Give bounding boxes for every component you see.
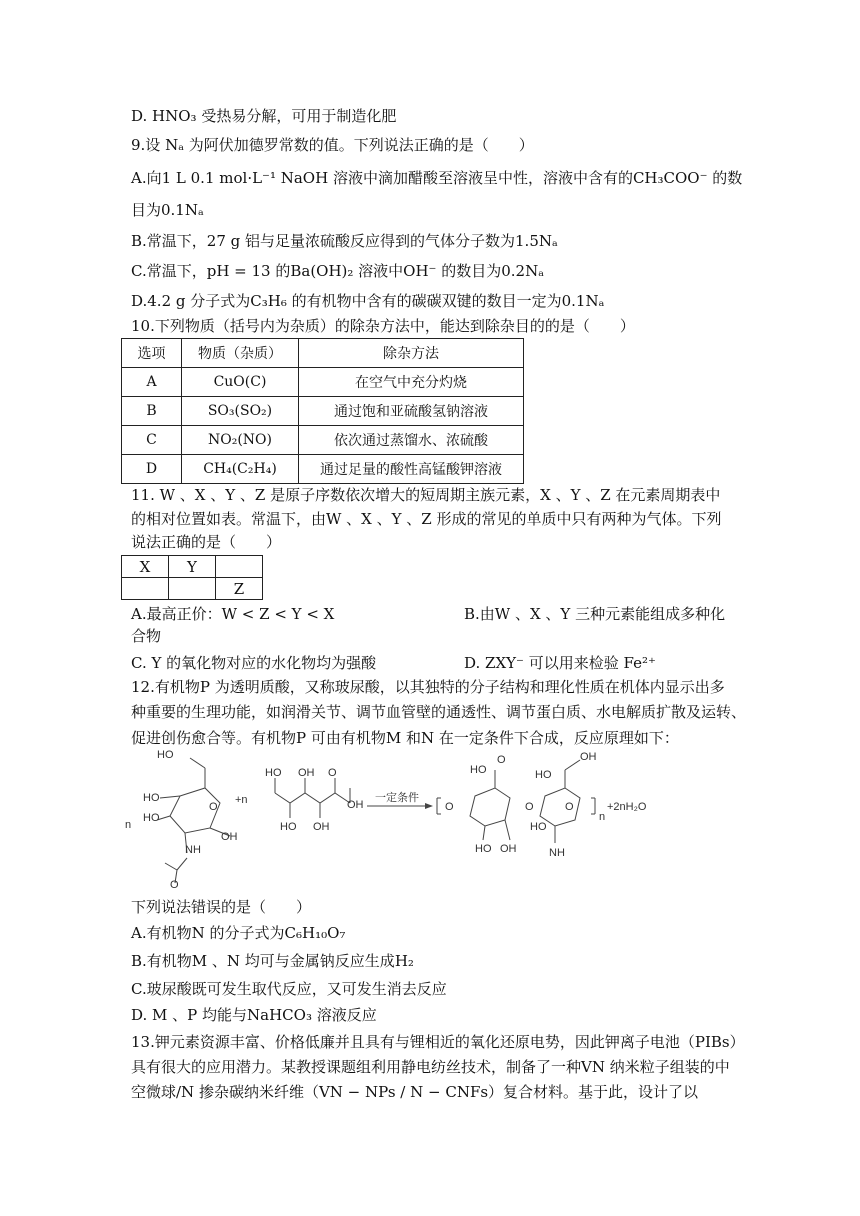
label-o: O	[209, 801, 218, 813]
table-row	[122, 556, 263, 578]
q12-stem-line2: 种重要的生理功能，如润滑关节、调节血管壁的通透性、调节蛋白质、水电解质扩散及运转、	[131, 703, 747, 721]
table-cell: 依次通过蒸馏水、浓硫酸	[299, 426, 524, 455]
q10-table	[121, 338, 524, 484]
label-ho: HO	[143, 812, 160, 824]
table-cell	[216, 556, 263, 578]
label-ho: HO	[265, 767, 282, 779]
coefficient-n: n	[125, 819, 132, 831]
label-o: O	[525, 801, 534, 813]
table-cell: NO₂(NO)	[182, 426, 299, 455]
q13-stem-line3: 空微球/N 掺杂碳纳米纤维（VN − NPs / N − CNFs）复合材料。基于此，设计了以	[131, 1083, 699, 1101]
q11-option-a: A.最高正价：W < Z < Y < X	[131, 605, 335, 623]
table-header-cell: 物质（杂质）	[182, 339, 299, 368]
label-ho: HO	[475, 843, 492, 855]
table-cell: SO₃(SO₂)	[182, 397, 299, 426]
q11-option-b-line2: 合物	[131, 627, 162, 645]
label-ho: HO	[280, 821, 297, 833]
q12-option-a: A.有机物N 的分子式为C₆H₁₀O₇	[131, 924, 346, 942]
q9-option-b: B.常温下，27 g 铝与足量浓硫酸反应得到的气体分子数为1.5Nₐ	[131, 232, 558, 250]
table-cell: D	[122, 455, 182, 484]
label-o: O	[565, 801, 574, 813]
condition-label: 一定条件	[375, 792, 419, 804]
molecule-n	[275, 778, 350, 818]
table-cell: CH₄(C₂H₄)	[182, 455, 299, 484]
table-row	[122, 455, 524, 484]
q11-stem-line3: 说法正确的是（ ）	[131, 533, 282, 551]
table-cell: A	[122, 368, 182, 397]
q12-option-c: C.玻尿酸既可发生取代反应，又可发生消去反应	[131, 980, 447, 998]
q8-option-d: D. HNO₃ 受热易分解，可用于制造化肥	[131, 107, 397, 125]
table-cell: 通过足量的酸性高锰酸钾溶液	[299, 455, 524, 484]
table-row	[122, 397, 524, 426]
q12-question: 下列说法错误的是（ ）	[131, 898, 312, 916]
table-cell: CuO(C)	[182, 368, 299, 397]
table-header-cell: 选项	[122, 339, 182, 368]
q12-option-d: D. M 、P 均能与NaHCO₃ 溶液反应	[131, 1006, 377, 1024]
q9-option-d: D.4.2 g 分子式为C₃H₆ 的有机物中含有的碳碳双键的数目一定为0.1Nₐ	[131, 292, 605, 310]
q12-option-b: B.有机物M 、N 均可与金属钠反应生成H₂	[131, 952, 414, 970]
table-cell: Y	[169, 556, 216, 578]
q11-option-b-line1: B.由W 、X 、Y 三种元素能组成多种化	[464, 605, 726, 623]
table-cell: Z	[216, 578, 263, 600]
molecule-m	[157, 758, 230, 883]
label-o: O	[497, 754, 506, 766]
table-cell: C	[122, 426, 182, 455]
label-oh: OH	[313, 821, 330, 833]
table-cell: 在空气中充分灼烧	[299, 368, 524, 397]
label-oh: OH	[500, 843, 517, 855]
label-ho: HO	[530, 821, 547, 833]
label-o: O	[328, 767, 337, 779]
label-nh: NH	[549, 847, 565, 859]
table-row	[122, 426, 524, 455]
label-oh: OH	[580, 751, 597, 763]
label-ho: HO	[157, 749, 174, 761]
q11-option-c: C. Y 的氧化物对应的水化物均为强酸	[131, 654, 377, 672]
table-row	[122, 578, 263, 600]
q13-stem-line2: 具有很大的应用潜力。某教授课题组利用静电纺丝技术，制备了一种VN 纳米粒子组装的中	[131, 1058, 730, 1076]
table-header-row	[122, 339, 524, 368]
table-cell	[169, 578, 216, 600]
table-header-cell: 除杂方法	[299, 339, 524, 368]
label-o: O	[170, 879, 179, 888]
q11-periodic-table	[121, 555, 263, 600]
reaction-scheme-figure	[125, 748, 725, 888]
label-nh: NH	[185, 844, 201, 856]
q10-stem: 10.下列物质（括号内为杂质）的除杂方法中，能达到除杂目的的是（ ）	[131, 317, 635, 335]
q9-option-a-line2: 目为0.1Nₐ	[131, 201, 204, 219]
plus-n: +n	[235, 794, 248, 806]
label-o: O	[445, 801, 454, 813]
table-row	[122, 368, 524, 397]
label-ho: HO	[143, 792, 160, 804]
q11-option-d: D. ZXY⁻ 可以用来检验 Fe²⁺	[464, 654, 656, 672]
q11-stem-line1: 11. W 、X 、Y 、Z 是原子序数依次增大的短周期主族元素，X 、Y 、Z 在元素周期表中	[131, 486, 721, 504]
label-ho: HO	[470, 764, 487, 776]
q12-stem-line1: 12.有机物P 为透明质酸，又称玻尿酸，以其独特的分子结构和理化性质在机体内显示出多	[131, 678, 725, 696]
label-ho: HO	[535, 769, 552, 781]
q9-option-a-line1: A.向1 L 0.1 mol·L⁻¹ NaOH 溶液中滴加醋酸至溶液呈中性，溶液中含有的CH₃COO⁻ 的数	[131, 169, 743, 187]
label-n-sub: n	[599, 811, 606, 823]
label-oh: OH	[221, 831, 238, 843]
q13-stem-line1: 13.钾元素资源丰富、价格低廉并且具有与锂相近的氧化还原电势，因此钾离子电池（PIBs）	[131, 1033, 745, 1051]
product-tail: +2nH₂O	[607, 801, 647, 813]
q9-stem: 9.设 Nₐ 为阿伏加德罗常数的值。下列说法正确的是（ ）	[131, 136, 534, 154]
table-cell: 通过饱和亚硫酸氢钠溶液	[299, 397, 524, 426]
label-oh: OH	[298, 767, 315, 779]
table-cell	[122, 578, 169, 600]
q11-stem-line2: 的相对位置如表。常温下，由W 、X 、Y 、Z 形成的常见的单质中只有两种为气体。下列	[131, 510, 722, 528]
arrow-head	[425, 803, 433, 809]
label-oh: OH	[347, 799, 364, 811]
q12-stem-line3: 促进创伤愈合等。有机物P 可由有机物M 和N 在一定条件下合成，反应原理如下：	[131, 729, 679, 747]
q9-option-c: C.常温下，pH = 13 的Ba(OH)₂ 溶液中OH⁻ 的数目为0.2Nₐ	[131, 262, 545, 280]
table-cell: X	[122, 556, 169, 578]
table-cell: B	[122, 397, 182, 426]
